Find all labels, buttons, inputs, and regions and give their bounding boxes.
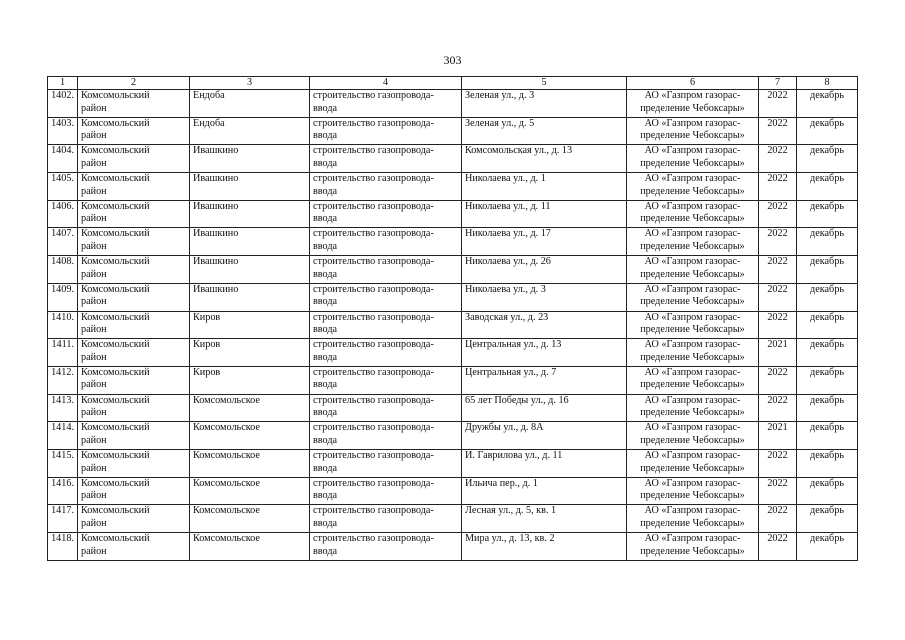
work-type-cell-line: ввода (313, 102, 338, 114)
work-type-cell-line: строительство газопровода- (313, 449, 434, 461)
organization-cell (627, 505, 759, 533)
organization-cell-line: пределение Чебоксары» (640, 517, 745, 529)
table-row (48, 90, 858, 118)
work-type-cell-line: ввода (313, 241, 338, 253)
district-cell-line: Комсомольский (81, 117, 150, 129)
work-type-cell-line: строительство газопровода- (313, 339, 434, 351)
work-type-cell (310, 394, 462, 422)
month-cell: декабрь (797, 117, 858, 145)
work-type-cell-line: ввода (313, 407, 338, 419)
table-row (48, 200, 858, 228)
table-row (48, 145, 858, 173)
work-type-cell-line: ввода (313, 324, 338, 336)
settlement-cell: Комсомольское (190, 449, 310, 477)
district-cell-line: район (81, 130, 107, 142)
work-type-cell-line: ввода (313, 434, 338, 446)
column-header: 6 (627, 77, 759, 90)
work-type-cell-line: строительство газопровода- (313, 90, 434, 101)
district-cell-line: район (81, 241, 107, 253)
organization-cell (627, 477, 759, 505)
work-type-cell-line: ввода (313, 490, 338, 502)
column-header: 4 (310, 77, 462, 90)
district-cell-line: район (81, 407, 107, 419)
work-type-cell (310, 477, 462, 505)
organization-cell-line: АО «Газпром газорас- (644, 505, 741, 517)
table-row (48, 505, 858, 533)
district-cell (78, 339, 190, 367)
organization-cell-line: пределение Чебоксары» (640, 157, 745, 169)
organization-cell (627, 90, 759, 118)
year-cell: 2021 (759, 339, 797, 367)
settlement-cell: Ендоба (190, 90, 310, 118)
work-type-cell (310, 533, 462, 561)
month-cell: декабрь (797, 366, 858, 394)
work-type-cell-line: ввода (313, 185, 338, 197)
month-cell: декабрь (797, 90, 858, 118)
district-cell-line: Комсомольский (81, 449, 150, 461)
organization-cell-line: АО «Газпром газорас- (644, 449, 741, 461)
work-type-cell-line: ввода (313, 517, 338, 529)
month-cell: декабрь (797, 533, 858, 561)
district-cell-line: район (81, 434, 107, 446)
district-cell-line: район (81, 185, 107, 197)
year-cell: 2022 (759, 505, 797, 533)
district-cell-line: район (81, 268, 107, 280)
district-cell-line: Комсомольский (81, 283, 150, 295)
table-row (48, 117, 858, 145)
district-cell-line: район (81, 351, 107, 363)
district-cell-line: район (81, 545, 107, 557)
table-row (48, 422, 858, 450)
district-cell (78, 256, 190, 284)
work-type-cell (310, 366, 462, 394)
year-cell: 2022 (759, 117, 797, 145)
organization-cell-line: АО «Газпром газорас- (644, 311, 741, 323)
work-type-cell-line: строительство газопровода- (313, 145, 434, 157)
table-row (48, 449, 858, 477)
row-number: 1415. (48, 449, 78, 477)
row-number: 1404. (48, 145, 78, 173)
work-type-cell-line: ввода (313, 213, 338, 225)
month-cell: декабрь (797, 173, 858, 201)
organization-cell-line: пределение Чебоксары» (640, 462, 745, 474)
year-cell: 2021 (759, 422, 797, 450)
district-cell-line: Комсомольский (81, 366, 150, 378)
work-type-cell (310, 256, 462, 284)
work-type-cell-line: ввода (313, 379, 338, 391)
table-row (48, 477, 858, 505)
month-cell: декабрь (797, 449, 858, 477)
organization-cell-line: АО «Газпром газорас- (644, 200, 741, 212)
settlement-cell: Ендоба (190, 117, 310, 145)
settlement-cell: Комсомольское (190, 422, 310, 450)
row-number: 1417. (48, 505, 78, 533)
organization-cell-line: АО «Газпром газорас- (644, 533, 741, 544)
organization-cell-line: АО «Газпром газорас- (644, 283, 741, 295)
organization-cell-line: АО «Газпром газорас- (644, 477, 741, 489)
work-type-cell (310, 449, 462, 477)
district-cell (78, 200, 190, 228)
district-cell (78, 283, 190, 311)
row-number: 1411. (48, 339, 78, 367)
district-cell-line: Комсомольский (81, 311, 150, 323)
gas-connection-register-table (47, 76, 858, 561)
work-type-cell (310, 505, 462, 533)
district-cell-line: район (81, 102, 107, 114)
organization-cell-line: пределение Чебоксары» (640, 185, 745, 197)
district-cell (78, 311, 190, 339)
organization-cell-line: АО «Газпром газорас- (644, 90, 741, 101)
organization-cell-line: пределение Чебоксары» (640, 490, 745, 502)
month-cell: декабрь (797, 505, 858, 533)
organization-cell-line: пределение Чебоксары» (640, 102, 745, 114)
address-cell: Николаева ул., д. 1 (462, 173, 627, 201)
address-cell: Николаева ул., д. 11 (462, 200, 627, 228)
row-number: 1414. (48, 422, 78, 450)
address-cell: Центральная ул., д. 13 (462, 339, 627, 367)
address-cell: Николаева ул., д. 26 (462, 256, 627, 284)
organization-cell (627, 228, 759, 256)
organization-cell (627, 173, 759, 201)
row-number: 1402. (48, 90, 78, 118)
row-number: 1405. (48, 173, 78, 201)
organization-cell (627, 366, 759, 394)
table-row (48, 256, 858, 284)
work-type-cell (310, 422, 462, 450)
settlement-cell: Ивашкино (190, 256, 310, 284)
settlement-cell: Киров (190, 339, 310, 367)
organization-cell-line: АО «Газпром газорас- (644, 394, 741, 406)
month-cell: декабрь (797, 200, 858, 228)
table-row (48, 173, 858, 201)
district-cell (78, 173, 190, 201)
month-cell: декабрь (797, 477, 858, 505)
work-type-cell-line: ввода (313, 130, 338, 142)
row-number: 1418. (48, 533, 78, 561)
work-type-cell-line: строительство газопровода- (313, 366, 434, 378)
year-cell: 2022 (759, 173, 797, 201)
year-cell: 2022 (759, 283, 797, 311)
settlement-cell: Ивашкино (190, 283, 310, 311)
district-cell-line: Комсомольский (81, 339, 150, 351)
address-cell: Центральная ул., д. 7 (462, 366, 627, 394)
address-cell: Ильича пер., д. 1 (462, 477, 627, 505)
address-cell: Дружбы ул., д. 8А (462, 422, 627, 450)
work-type-cell (310, 145, 462, 173)
work-type-cell-line: строительство газопровода- (313, 228, 434, 240)
district-cell (78, 90, 190, 118)
month-cell: декабрь (797, 394, 858, 422)
work-type-cell (310, 228, 462, 256)
settlement-cell: Ивашкино (190, 228, 310, 256)
year-cell: 2022 (759, 394, 797, 422)
work-type-cell (310, 339, 462, 367)
year-cell: 2022 (759, 256, 797, 284)
organization-cell (627, 283, 759, 311)
year-cell: 2022 (759, 90, 797, 118)
table-row (48, 394, 858, 422)
organization-cell-line: пределение Чебоксары» (640, 545, 745, 557)
row-number: 1403. (48, 117, 78, 145)
organization-cell-line: пределение Чебоксары» (640, 434, 745, 446)
address-cell: Лесная ул., д. 5, кв. 1 (462, 505, 627, 533)
year-cell: 2022 (759, 366, 797, 394)
year-cell: 2022 (759, 477, 797, 505)
month-cell: декабрь (797, 145, 858, 173)
address-cell: 65 лет Победы ул., д. 16 (462, 394, 627, 422)
settlement-cell: Комсомольское (190, 477, 310, 505)
table-header (48, 77, 858, 90)
settlement-cell: Ивашкино (190, 173, 310, 201)
month-cell: декабрь (797, 311, 858, 339)
district-cell (78, 477, 190, 505)
table-row (48, 311, 858, 339)
work-type-cell-line: строительство газопровода- (313, 394, 434, 406)
column-header: 7 (759, 77, 797, 90)
organization-cell (627, 117, 759, 145)
work-type-cell-line: строительство газопровода- (313, 256, 434, 268)
district-cell-line: район (81, 379, 107, 391)
settlement-cell: Комсомольское (190, 394, 310, 422)
settlement-cell: Ивашкино (190, 200, 310, 228)
organization-cell-line: пределение Чебоксары» (640, 213, 745, 225)
month-cell: декабрь (797, 256, 858, 284)
district-cell (78, 533, 190, 561)
address-cell: Заводская ул., д. 23 (462, 311, 627, 339)
organization-cell-line: АО «Газпром газорас- (644, 145, 741, 157)
year-cell: 2022 (759, 200, 797, 228)
district-cell-line: Комсомольский (81, 533, 150, 544)
organization-cell-line: пределение Чебоксары» (640, 379, 745, 391)
settlement-cell: Комсомольское (190, 533, 310, 561)
work-type-cell (310, 173, 462, 201)
district-cell-line: Комсомольский (81, 422, 150, 434)
district-cell-line: Комсомольский (81, 505, 150, 517)
organization-cell (627, 256, 759, 284)
organization-cell-line: АО «Газпром газорас- (644, 117, 741, 129)
year-cell: 2022 (759, 145, 797, 173)
column-number-row (48, 77, 858, 90)
district-cell (78, 505, 190, 533)
work-type-cell-line: строительство газопровода- (313, 173, 434, 185)
table-row (48, 533, 858, 561)
district-cell-line: Комсомольский (81, 145, 150, 157)
table-row (48, 283, 858, 311)
district-cell (78, 366, 190, 394)
page-number: 303 (443, 53, 462, 67)
district-cell-line: Комсомольский (81, 200, 150, 212)
organization-cell-line: АО «Газпром газорас- (644, 228, 741, 240)
row-number: 1406. (48, 200, 78, 228)
year-cell: 2022 (759, 533, 797, 561)
organization-cell (627, 422, 759, 450)
district-cell (78, 422, 190, 450)
district-cell (78, 145, 190, 173)
table-row (48, 366, 858, 394)
district-cell (78, 117, 190, 145)
year-cell: 2022 (759, 228, 797, 256)
district-cell-line: Комсомольский (81, 90, 150, 101)
work-type-cell-line: строительство газопровода- (313, 117, 434, 129)
work-type-cell-line: строительство газопровода- (313, 505, 434, 517)
address-cell: Комсомольская ул., д. 13 (462, 145, 627, 173)
settlement-cell: Комсомольское (190, 505, 310, 533)
row-number: 1409. (48, 283, 78, 311)
work-type-cell-line: ввода (313, 268, 338, 280)
work-type-cell (310, 200, 462, 228)
organization-cell (627, 200, 759, 228)
district-cell (78, 228, 190, 256)
district-cell-line: район (81, 490, 107, 502)
year-cell: 2022 (759, 311, 797, 339)
work-type-cell (310, 311, 462, 339)
work-type-cell-line: строительство газопровода- (313, 533, 434, 544)
organization-cell-line: АО «Газпром газорас- (644, 422, 741, 434)
work-type-cell-line: ввода (313, 157, 338, 169)
organization-cell (627, 339, 759, 367)
district-cell-line: Комсомольский (81, 394, 150, 406)
work-type-cell-line: ввода (313, 545, 338, 557)
organization-cell (627, 311, 759, 339)
organization-cell-line: пределение Чебоксары» (640, 324, 745, 336)
organization-cell-line: АО «Газпром газорас- (644, 173, 741, 185)
work-type-cell (310, 90, 462, 118)
address-cell: Мира ул., д. 13, кв. 2 (462, 533, 627, 561)
organization-cell-line: пределение Чебоксары» (640, 268, 745, 280)
organization-cell-line: АО «Газпром газорас- (644, 339, 741, 351)
column-header: 5 (462, 77, 627, 90)
column-header: 3 (190, 77, 310, 90)
row-number: 1407. (48, 228, 78, 256)
column-header: 2 (78, 77, 190, 90)
district-cell-line: район (81, 324, 107, 336)
settlement-cell: Ивашкино (190, 145, 310, 173)
organization-cell (627, 394, 759, 422)
district-cell-line: Комсомольский (81, 228, 150, 240)
year-cell: 2022 (759, 449, 797, 477)
row-number: 1410. (48, 311, 78, 339)
address-cell: Николаева ул., д. 17 (462, 228, 627, 256)
district-cell (78, 449, 190, 477)
organization-cell-line: пределение Чебоксары» (640, 241, 745, 253)
work-type-cell-line: строительство газопровода- (313, 283, 434, 295)
address-cell: Зеленая ул., д. 3 (462, 90, 627, 118)
organization-cell (627, 145, 759, 173)
address-cell: Зеленая ул., д. 5 (462, 117, 627, 145)
row-number: 1413. (48, 394, 78, 422)
work-type-cell-line: строительство газопровода- (313, 200, 434, 212)
table-body (48, 90, 858, 561)
work-type-cell (310, 283, 462, 311)
row-number: 1412. (48, 366, 78, 394)
address-cell: Николаева ул., д. 3 (462, 283, 627, 311)
row-number: 1408. (48, 256, 78, 284)
work-type-cell-line: ввода (313, 351, 338, 363)
settlement-cell: Киров (190, 311, 310, 339)
settlement-cell: Киров (190, 366, 310, 394)
organization-cell-line: АО «Газпром газорас- (644, 366, 741, 378)
month-cell: декабрь (797, 422, 858, 450)
address-cell: И. Гаврилова ул., д. 11 (462, 449, 627, 477)
organization-cell (627, 533, 759, 561)
organization-cell-line: АО «Газпром газорас- (644, 256, 741, 268)
column-header: 1 (48, 77, 78, 90)
district-cell-line: район (81, 157, 107, 169)
district-cell-line: Комсомольский (81, 173, 150, 185)
work-type-cell-line: ввода (313, 296, 338, 308)
work-type-cell-line: строительство газопровода- (313, 422, 434, 434)
organization-cell-line: пределение Чебоксары» (640, 296, 745, 308)
work-type-cell-line: строительство газопровода- (313, 311, 434, 323)
district-cell-line: Комсомольский (81, 477, 150, 489)
organization-cell (627, 449, 759, 477)
column-header: 8 (797, 77, 858, 90)
organization-cell-line: пределение Чебоксары» (640, 130, 745, 142)
district-cell-line: Комсомольский (81, 256, 150, 268)
work-type-cell-line: строительство газопровода- (313, 477, 434, 489)
month-cell: декабрь (797, 283, 858, 311)
row-number: 1416. (48, 477, 78, 505)
work-type-cell (310, 117, 462, 145)
district-cell-line: район (81, 462, 107, 474)
month-cell: декабрь (797, 228, 858, 256)
district-cell (78, 394, 190, 422)
table-row (48, 228, 858, 256)
month-cell: декабрь (797, 339, 858, 367)
organization-cell-line: пределение Чебоксары» (640, 407, 745, 419)
district-cell-line: район (81, 296, 107, 308)
organization-cell-line: пределение Чебоксары» (640, 351, 745, 363)
district-cell-line: район (81, 517, 107, 529)
work-type-cell-line: ввода (313, 462, 338, 474)
table-row (48, 339, 858, 367)
district-cell-line: район (81, 213, 107, 225)
